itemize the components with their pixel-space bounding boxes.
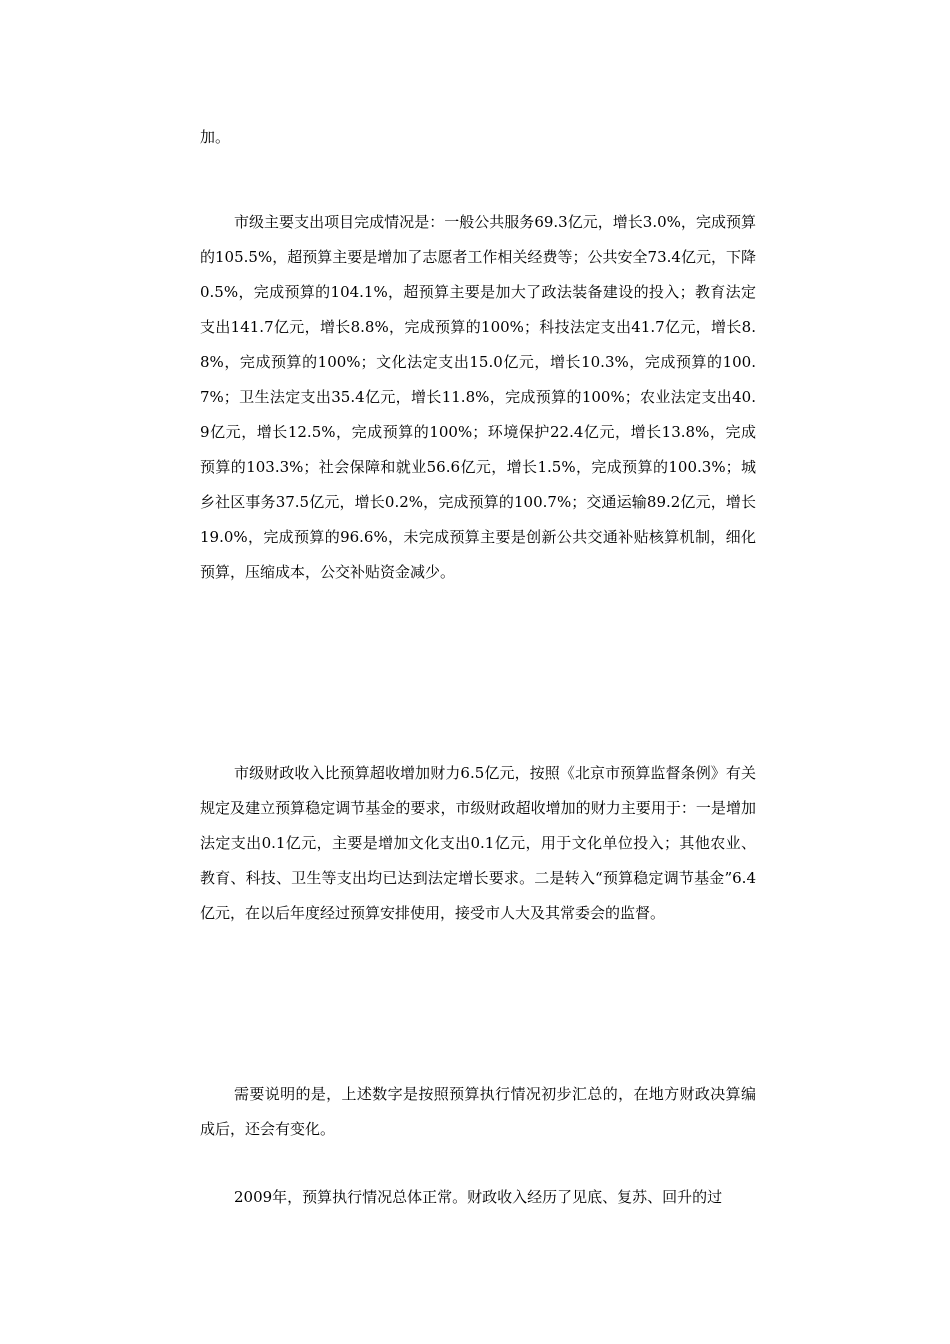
paragraph-2009-summary: 2009年，预算执行情况总体正常。财政收入经历了见底、复苏、回升的过 (234, 1188, 723, 1206)
paragraph-expenditure-items: 市级主要支出项目完成情况是：一般公共服务69.3亿元，增长3.0%，完成预算的105.5%，超预算主要是增加了志愿者工作相关经费等；公共安全73.4亿元，下降0.5%，完成预算的104.1%，超预算主要是加大了政法装备建设的投入；教育法定支出141.7亿元，增长8.8%，完成预算的100%；科技法定支出41.7亿元，增长8.8%，完成预算的100%；文化法定支出15.0亿元，增长10.3%，完成预算的100.7%；卫生法定支出35.4亿元，增长11.8%，完成预算的100%；农业法定支出40.9亿元，增长12.5%，完成预算的100%；环境保护22.4亿元，增长13.8%，完成预算的103.3%；社会保障和就业56.6亿元，增长1.5%，完成预算的100.3%；城乡社区事务37.5亿元，增长0.2%，完成预算的100.7%；交通运输89.2亿元，增长19.0%，完成预算的96.6%，未完成预算主要是创新公共交通补贴核算机制，细化预算，压缩成本，公交补贴资金减少。 (200, 213, 756, 581)
paragraph-continuation: 加。 (200, 128, 231, 146)
paragraph-surplus-revenue: 市级财政收入比预算超收增加财力6.5亿元，按照《北京市预算监督条例》有关规定及建立预算稳定调节基金的要求，市级财政超收增加的财力主要用于：一是增加法定支出0.1亿元，主要是增加文化支出0.1亿元，用于文化单位投入；其他农业、教育、科技、卫生等支出均已达到法定增长要求。二是转入“预算稳定调节基金”6.4亿元，在以后年度经过预算安排使用，接受市人大及其常委会的监督。 (200, 764, 756, 922)
paragraph-note: 需要说明的是，上述数字是按照预算执行情况初步汇总的，在地方财政决算编成后，还会有变化。 (200, 1085, 756, 1138)
